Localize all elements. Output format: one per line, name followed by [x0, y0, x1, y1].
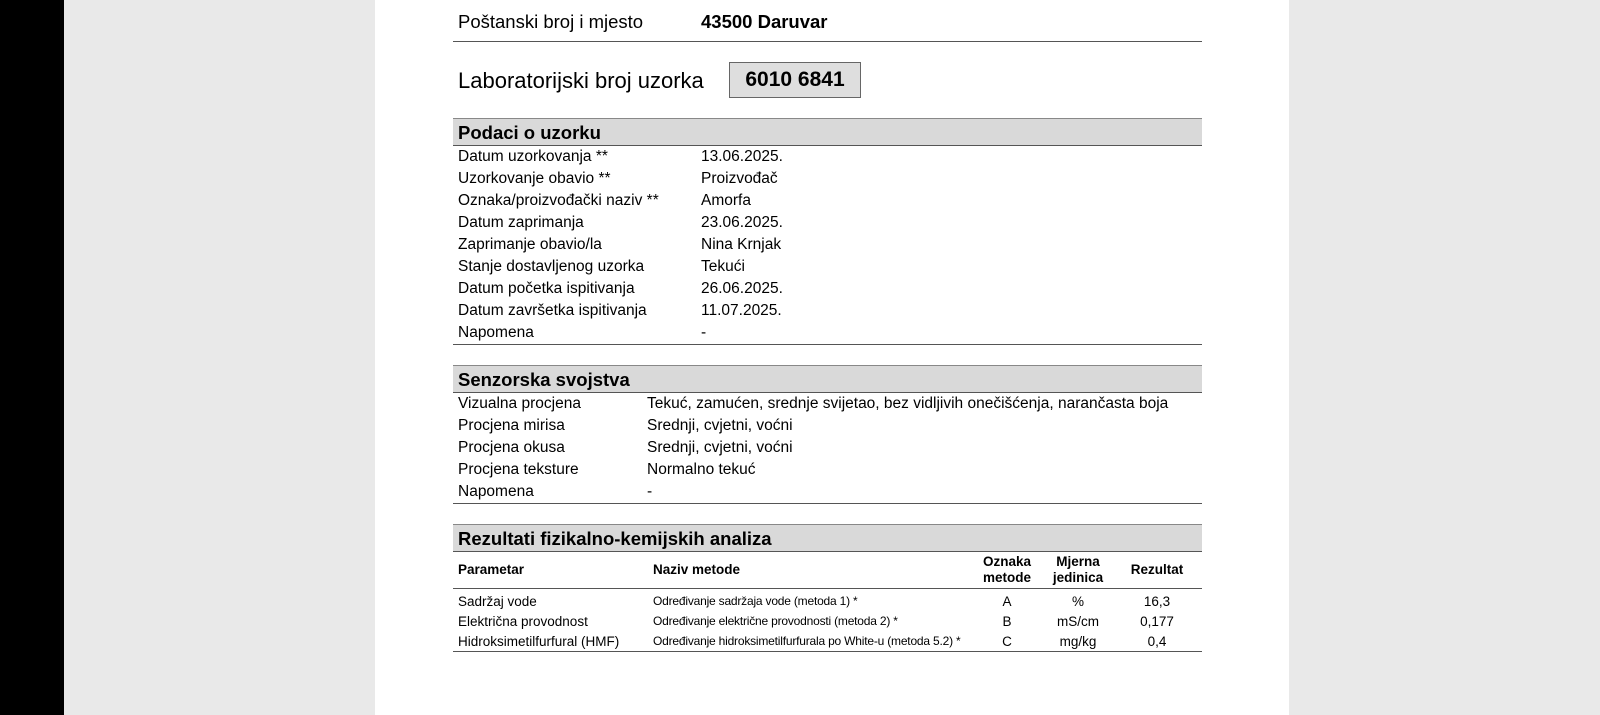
sample-row: [453, 212, 1202, 234]
sample-key: Uzorkovanje obavio **: [458, 170, 611, 187]
cell-unit: mS/cm: [1057, 613, 1099, 629]
sample-value: Nina Krnjak: [701, 236, 782, 253]
sample-row: [453, 190, 1202, 212]
sample-row: [453, 256, 1202, 278]
sample-value: 23.06.2025.: [701, 214, 783, 231]
cell-code: B: [1002, 613, 1012, 629]
postal-code-label: Poštanski broj i mjesto: [458, 11, 644, 32]
lab-number-row: [453, 62, 1202, 98]
results-section: [453, 524, 1202, 652]
cell-unit: mg/kg: [1044, 631, 1112, 652]
sensory-value: Normalno tekuć: [647, 461, 756, 478]
cell-parameter: Hidroksimetilfurfural (HMF): [453, 631, 653, 652]
results-header-row: [453, 552, 1202, 589]
cell-method: Određivanje električne provodnosti (metoda 2) *: [653, 614, 898, 628]
sample-data-list: [453, 146, 1202, 345]
sensory-row: [453, 459, 1202, 481]
sample-key: Datum početka ispitivanja: [458, 280, 635, 297]
sensory-row: [453, 481, 1202, 503]
header-result: Rezultat: [1112, 552, 1202, 589]
table-row: [453, 589, 1202, 612]
cell-result: 0,4: [1112, 631, 1202, 652]
sensory-value: Tekuć, zamućen, srednje svijetao, bez vidljivih onečišćenja, narančasta boja: [647, 395, 1169, 412]
sensory-key: Vizualna procjena: [458, 395, 581, 412]
sensory-key: Napomena: [458, 483, 534, 500]
sample-value: 26.06.2025.: [701, 280, 783, 297]
sample-key: Datum uzorkovanja **: [458, 148, 608, 165]
cell-code: A: [1002, 593, 1012, 609]
sensory-key: Procjena mirisa: [458, 417, 565, 434]
sensory-key: Procjena teksture: [458, 461, 579, 478]
sensory-value: Srednji, cvjetni, voćni: [647, 439, 793, 456]
sample-key: Oznaka/proizvođački naziv **: [458, 192, 659, 209]
sample-row: [453, 300, 1202, 322]
lab-number-box: 6010 6841: [729, 62, 861, 98]
sample-row: [453, 322, 1202, 344]
sample-data-title: Podaci o uzorku: [453, 118, 1202, 146]
sample-data-section: [453, 118, 1202, 345]
sample-value: Amorfa: [701, 192, 751, 209]
cell-parameter: Električna provodnost: [458, 613, 588, 629]
sample-key: Zaprimanje obavio/la: [458, 236, 602, 253]
sample-key: Napomena: [458, 324, 534, 341]
sensory-value: -: [647, 483, 653, 500]
header-method-code-line1: Oznaka: [982, 554, 1032, 569]
sensory-key: Procjena okusa: [458, 439, 565, 456]
table-row: [453, 611, 1202, 631]
lab-number-label: Laboratorijski broj uzorka: [458, 68, 704, 93]
cell-method: Određivanje sadržaja vode (metoda 1) *: [653, 594, 858, 608]
sensory-title: Senzorska svojstva: [453, 365, 1202, 393]
sensory-section: [453, 365, 1202, 504]
document-page: [375, 0, 1289, 715]
cell-unit: %: [1071, 593, 1084, 609]
sample-value: 11.07.2025.: [701, 302, 782, 319]
header-parameter: Parametar: [453, 552, 653, 589]
header-unit: [1044, 552, 1112, 589]
sample-value: 13.06.2025.: [701, 148, 783, 165]
cell-method: Određivanje hidroksimetilfurfurala po White-u (metoda 5.2) *: [653, 631, 970, 652]
sample-key: Stanje dostavljenog uzorka: [458, 258, 645, 275]
sample-key: Datum zaprimanja: [458, 214, 584, 231]
left-black-margin: [0, 0, 64, 715]
cell-result: 16,3: [1143, 593, 1171, 609]
sample-row: [453, 278, 1202, 300]
header-unit-line2: jedinica: [1052, 570, 1104, 585]
cell-code: C: [970, 631, 1044, 652]
header-unit-line1: Mjerna: [1056, 554, 1100, 569]
table-row: [453, 631, 1202, 652]
sample-row: [453, 234, 1202, 256]
results-table: [453, 552, 1202, 652]
results-title: Rezultati fizikalno-kemijskih analiza: [453, 524, 1202, 552]
cell-result: 0,177: [1140, 613, 1174, 629]
sample-row: [453, 146, 1202, 168]
sensory-row: [453, 393, 1202, 415]
sample-value: Proizvođač: [701, 170, 778, 187]
header-method-code-line2: metode: [982, 570, 1031, 585]
cell-parameter: Sadržaj vode: [458, 593, 537, 609]
sample-key: Datum završetka ispitivanja: [458, 302, 647, 319]
postal-code-row: [453, 0, 1202, 42]
sensory-row: [453, 437, 1202, 459]
postal-code-value: 43500 Daruvar: [701, 11, 828, 32]
sample-row: [453, 168, 1202, 190]
sensory-list: [453, 393, 1202, 504]
header-method-code: [970, 552, 1044, 589]
sensory-value: Srednji, cvjetni, voćni: [647, 417, 793, 434]
sample-value: Tekući: [701, 258, 745, 275]
sensory-row: [453, 415, 1202, 437]
header-method-name: Naziv metode: [653, 552, 970, 589]
sample-value: -: [701, 324, 707, 341]
